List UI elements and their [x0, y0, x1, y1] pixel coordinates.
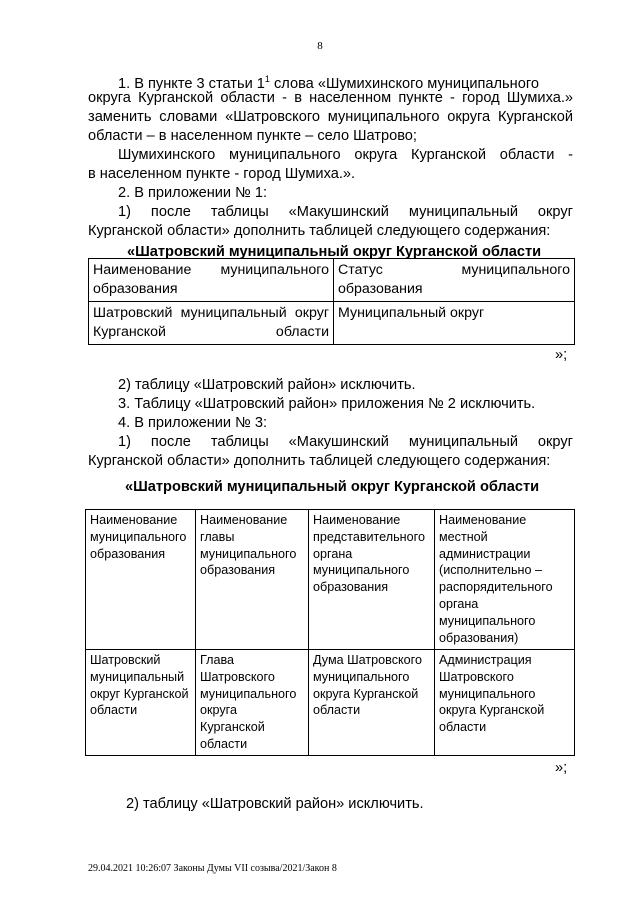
item2-sub1-line1: 1) после таблицы «Макушинский муниципальный округ: [118, 204, 573, 220]
table1-header-cell: Наименование муниципального образования: [89, 259, 334, 302]
table1-cell: Муниципальный округ: [334, 302, 575, 345]
item4-sub1-line1: 1) после таблицы «Макушинский муниципальный округ: [118, 434, 573, 450]
item4-sub2: 2) таблицу «Шатровский район» исключить.: [126, 796, 424, 812]
table2-cell: Глава Шатровского муниципального округа Курганской области: [196, 650, 309, 756]
item2-sub2: 2) таблицу «Шатровский район» исключить.: [118, 377, 416, 393]
table2-header-cell: Наименование муниципального образования: [86, 510, 196, 650]
table-row: [89, 302, 575, 345]
close-quote-1: »;: [555, 347, 568, 363]
item4-sub1-line2: Курганской области» дополнить таблицей следующего содержания:: [88, 453, 551, 469]
table2-header-row: [86, 510, 575, 650]
footer: 29.04.2021 10:26:07 Законы Думы VII созыва/2021/Закон 8: [88, 863, 337, 874]
item1-text-a: 1. В пункте 3 статьи 1: [118, 75, 265, 92]
item4: 4. В приложении № 3:: [118, 415, 267, 431]
table2-cell: Дума Шатровского муниципального округа Курганской области: [309, 650, 435, 756]
item3: 3. Таблицу «Шатровский район» приложения № 2 исключить.: [118, 396, 536, 412]
table1-cell: Шатровский муниципальный округ Курганской области: [89, 302, 334, 345]
item2-sub1-line2: Курганской области» дополнить таблицей следующего содержания:: [88, 223, 551, 239]
item1-line6: в населенном пункте - город Шумиха.».: [88, 166, 356, 182]
table1-header-cell: Статус муниципального образования: [334, 259, 575, 302]
item1-line4: области – в населенном пункте – село Шатрово;: [88, 128, 417, 144]
item1-line2: округа Курганской области - в населенном пункте - город Шумиха.»: [88, 90, 573, 106]
table2-header-cell: Наименование главы муниципального образования: [196, 510, 309, 650]
item1-line3: заменить словами «Шатровского муниципального округа Курганской: [88, 109, 573, 125]
table2: [85, 509, 575, 756]
table2-header-cell: Наименование местной администрации (исполнительно – распорядительного органа муниципального образования): [435, 510, 575, 650]
table-row: [86, 650, 575, 756]
close-quote-2: »;: [555, 760, 568, 776]
item1-sup: 1: [264, 74, 270, 84]
item1-text-b: слова «Шумихинского муниципального: [269, 75, 539, 92]
item1-line5: Шумихинского муниципального округа Курганской области -: [118, 147, 573, 163]
table2-cell: Администрация Шатровского муниципального округа Курганской области: [435, 650, 575, 756]
item2: 2. В приложении № 1:: [118, 185, 267, 201]
table1: [88, 258, 575, 345]
table2-title: «Шатровский муниципальный округ Курганской области: [125, 479, 540, 495]
table2-header-cell: Наименование представительного органа муниципального образования: [309, 510, 435, 650]
page-number: 8: [317, 40, 323, 52]
table2-cell: Шатровский муниципальный округ Курганской области: [86, 650, 196, 756]
table1-header-row: [89, 259, 575, 302]
table1-title: «Шатровский муниципальный округ Курганской области: [127, 244, 542, 260]
